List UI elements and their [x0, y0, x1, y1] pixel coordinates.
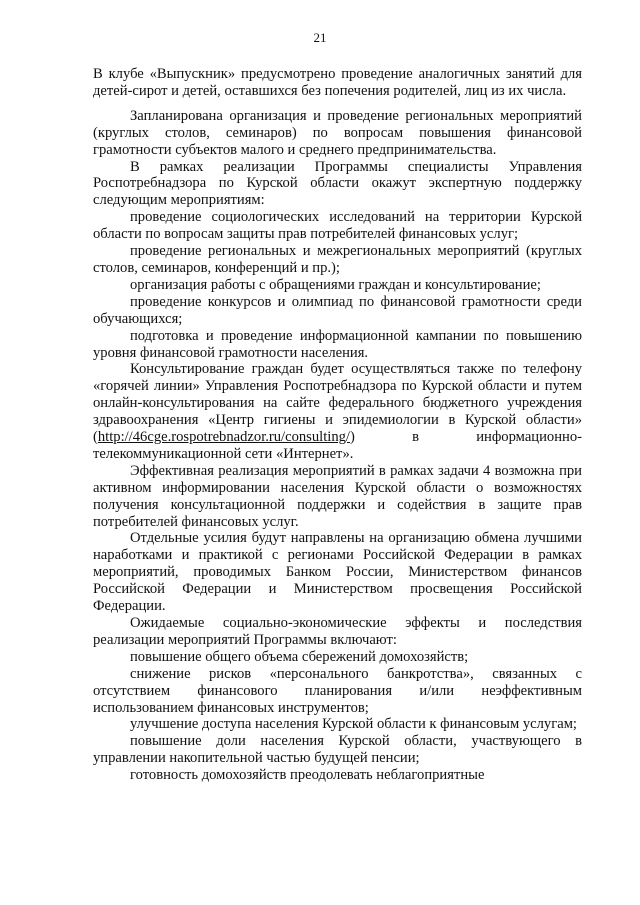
- consulting-link[interactable]: http://46cge.rospotrebnadzor.ru/consulting/: [97, 429, 350, 446]
- list-item-savings: повышение общего объема сбережений домохозяйств;: [130, 648, 469, 665]
- paragraph-regional-events: Запланирована организация и проведение региональных мероприятий (круглых столов, семинаров) по вопросам повышения финансовой грамотности субъектов малого и среднего предпринимательства.: [93, 107, 582, 158]
- consulting-text-after: ) в информационно-телекоммуникационной сети «Интернет».: [93, 429, 582, 462]
- paragraph-expert-support: В рамках реализации Программы специалисты Управления Роспотребнадзора по Курской области окажут экспертную поддержку следующим мероприятиям:: [93, 158, 582, 209]
- list-item-household-readiness: готовность домохозяйств преодолевать неблагоприятные: [130, 767, 485, 784]
- document-body: [93, 66, 582, 784]
- paragraph-graduate-club: В клубе «Выпускник» предусмотрено проведение аналогичных занятий для детей-сирот и детей, оставшихся без попечения родителей, лиц из их числа.: [93, 66, 582, 99]
- paragraph-experience-exchange: Отдельные усилия будут направлены на организацию обмена лучшими наработками и практикой с регионами Российской Федерации в рамках мероприятий, проводимых Банком России, Министерством финансов Российской Федерации и Министерством просвещения Российской Федерации.: [93, 530, 582, 615]
- list-item-access-services: улучшение доступа населения Курской области к финансовым услугам;: [130, 716, 577, 733]
- page-number: 21: [313, 30, 327, 45]
- list-item-contests: проведение конкурсов и олимпиад по финансовой грамотности среди обучающихся;: [93, 293, 582, 327]
- list-item-pension: повышение доли населения Курской области, участвующего в управлении накопительной частью будущей пенсии;: [93, 733, 582, 767]
- list-item-bankruptcy-risks: снижение рисков «персонального банкротства», связанных с отсутствием финансового планирования и/или неэффективным использованием финансовых инструментов;: [93, 665, 582, 716]
- list-item-citizen-appeals: организация работы с обращениями граждан и консультирование;: [130, 276, 541, 293]
- list-item-sociological-research: проведение социологических исследований на территории Курской области по вопросам защиты прав потребителей финансовых услуг;: [93, 209, 582, 243]
- list-item-regional-events: проведение региональных и межрегиональных мероприятий (круглых столов, семинаров, конференций и пр.);: [93, 243, 582, 276]
- consulting-text-before: Консультирование граждан будет осуществляться также по телефону «горячей линии» Управления Роспотребнадзора по Курской области и путем онлайн-консультирования на сайте федерального бюджетного учреждения здравоохранения «Центр гигиены и эпидемиологии в Курской области» (: [93, 361, 582, 446]
- paragraph-consulting: [93, 361, 582, 462]
- list-item-info-campaign: подготовка и проведение информационной кампании по повышению уровня финансовой грамотности населения.: [93, 327, 582, 361]
- paragraph-task-4: Эффективная реализация мероприятий в рамках задачи 4 возможна при активном информировании населения Курской области о возможностях получения консультационной поддержки и содействия в защите прав потребителей финансовых услуг.: [93, 462, 582, 530]
- paragraph-expected-effects: Ожидаемые социально-экономические эффекты и последствия реализации мероприятий Программы включают:: [93, 615, 582, 648]
